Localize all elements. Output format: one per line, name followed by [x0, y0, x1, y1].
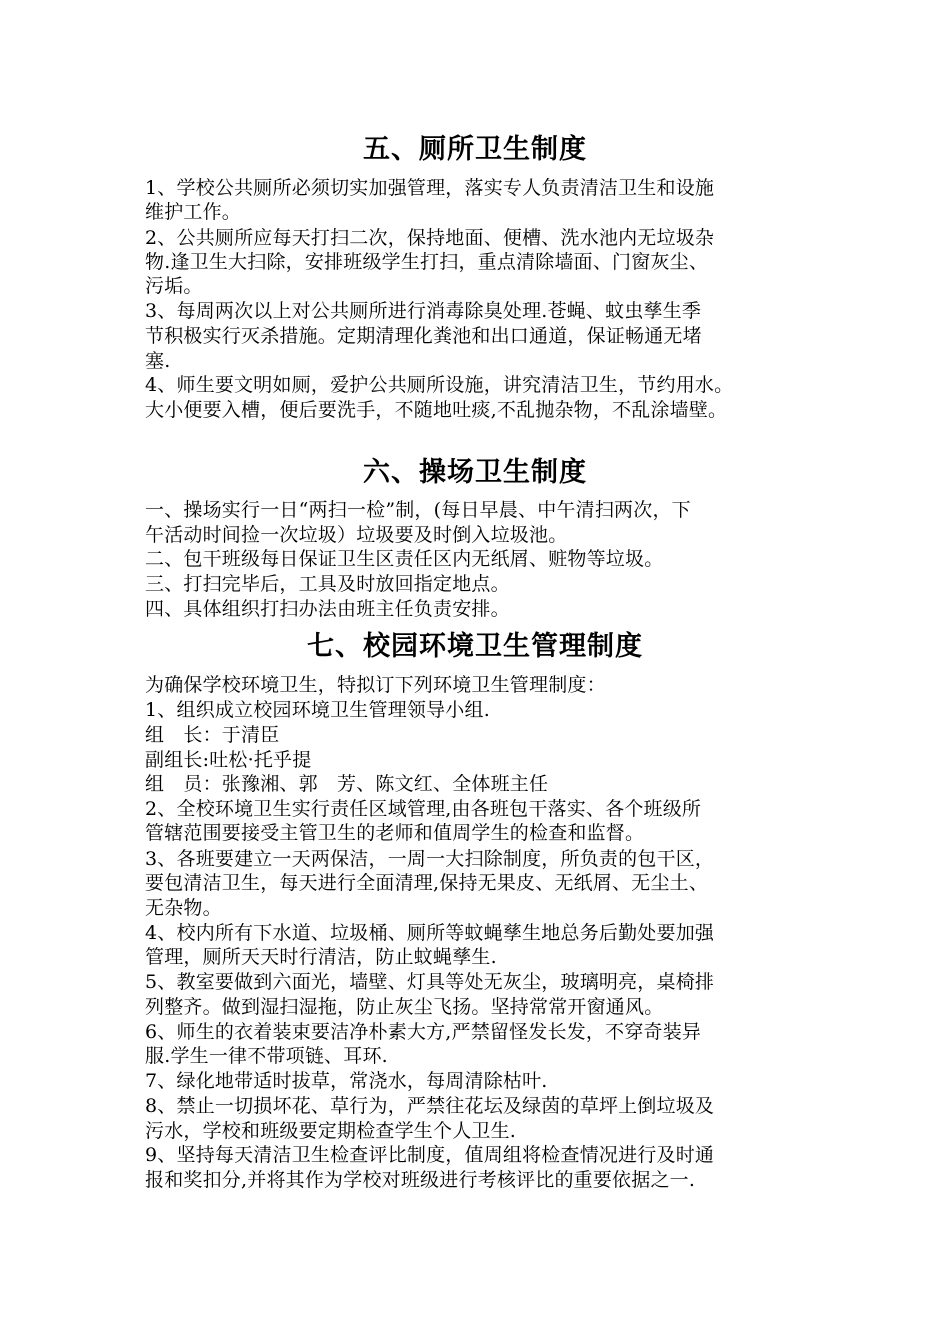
paragraph-line: 为确保学校环境卫生，特拟订下列环境卫生管理制度：: [145, 674, 606, 696]
paragraph-line: 服.学生一律不带项链、耳环.: [145, 1045, 388, 1067]
paragraph-line: 9、坚持每天清洁卫生检查评比制度，值周组将检查情况进行及时通: [145, 1144, 715, 1166]
paragraph-line: 4、师生要文明如厕，爱护公共厕所设施，讲究清洁卫生，节约用水。: [145, 374, 734, 396]
paragraph-line: 组 长：于清臣: [145, 724, 280, 746]
paragraph-line: 一、操场实行一日“两扫一检”制，(每日早晨、中午清扫两次，下: [145, 499, 691, 521]
paragraph-line: 午活动时间捡一次垃圾）垃圾要及时倒入垃圾池。: [145, 524, 568, 546]
paragraph-line: 大小便要入槽，便后要洗手，不随地吐痰,不乱抛杂物，不乱涂墙壁。: [145, 399, 728, 421]
paragraph-line: 3、每周两次以上对公共厕所进行消毒除臭处理.苍蝇、蚊虫孳生季: [145, 300, 702, 322]
paragraph-line: 维护工作。: [145, 201, 242, 223]
section-title-playground: 六、操场卫生制度: [363, 457, 587, 488]
paragraph-line: 报和奖扣分,并将其作为学校对班级进行考核评比的重要依据之一.: [145, 1169, 696, 1191]
paragraph-line: 副组长:吐松·托乎提: [145, 749, 312, 771]
paragraph-line: 4、校内所有下水道、垃圾桶、厕所等蚊蝇孳生地总务后勤处要加强: [145, 922, 715, 944]
paragraph-line: 塞.: [145, 350, 171, 372]
paragraph-line: 列整齐。做到湿扫湿拖，防止灰尘飞扬。坚持常常开窗通风。: [145, 996, 664, 1018]
paragraph-line: 3、各班要建立一天两保洁，一周一大扫除制度，所负责的包干区，: [145, 848, 715, 870]
paragraph-line: 1、组织成立校园环境卫生管理领导小组.: [145, 699, 490, 721]
paragraph-line: 1、学校公共厕所必须切实加强管理，落实专人负责清洁卫生和设施: [145, 177, 715, 199]
paragraph-line: 5、教室要做到六面光，墙壁、灯具等处无灰尘，玻璃明亮，桌椅排: [145, 971, 715, 993]
paragraph-line: 污垢。: [145, 275, 203, 297]
paragraph-line: 组 员：张豫湘、郭 芳、陈文红、全体班主任: [145, 773, 549, 795]
paragraph-line: 节积极实行灭杀措施。定期清理化粪池和出口通道，保证畅通无堵: [145, 325, 702, 347]
paragraph-line: 2、全校环境卫生实行责任区域管理,由各班包干落实、各个班级所: [145, 798, 702, 820]
paragraph-line: 四、具体组织打扫办法由班主任负责安排。: [145, 598, 510, 620]
paragraph-line: 二、包干班级每日保证卫生区责任区内无纸屑、赃物等垃圾。: [145, 548, 664, 570]
paragraph-line: 8、禁止一切损坏花、草行为，严禁往花坛及绿茵的草坪上倒垃圾及: [145, 1095, 715, 1117]
paragraph-line: 7、绿化地带适时拔草，常浇水，每周清除枯叶.: [145, 1070, 548, 1092]
section-title-campus-environment: 七、校园环境卫生管理制度: [307, 631, 643, 662]
paragraph-line: 无杂物。: [145, 897, 222, 919]
paragraph-line: 要包清洁卫生，每天进行全面清理,保持无果皮、无纸屑、无尘土、: [145, 872, 709, 894]
paragraph-line: 2、公共厕所应每天打扫二次，保持地面、便槽、洗水池内无垃圾杂: [145, 227, 715, 249]
paragraph-line: 污水，学校和班级要定期检查学生个人卫生.: [145, 1120, 517, 1142]
paragraph-line: 物.逢卫生大扫除，安排班级学生打扫，重点清除墙面、门窗灰尘、: [145, 251, 709, 273]
section-title-toilet: 五、厕所卫生制度: [363, 134, 587, 165]
paragraph-line: 三、打扫完毕后，工具及时放回指定地点。: [145, 573, 510, 595]
paragraph-line: 6、师生的衣着装束要洁净朴素大方,严禁留怪发长发，不穿奇装异: [145, 1021, 702, 1043]
paragraph-line: 管辖范围要接受主管卫生的老师和值周学生的检查和监督。: [145, 822, 645, 844]
paragraph-line: 管理，厕所天天时行清洁，防止蚊蝇孳生.: [145, 946, 497, 968]
